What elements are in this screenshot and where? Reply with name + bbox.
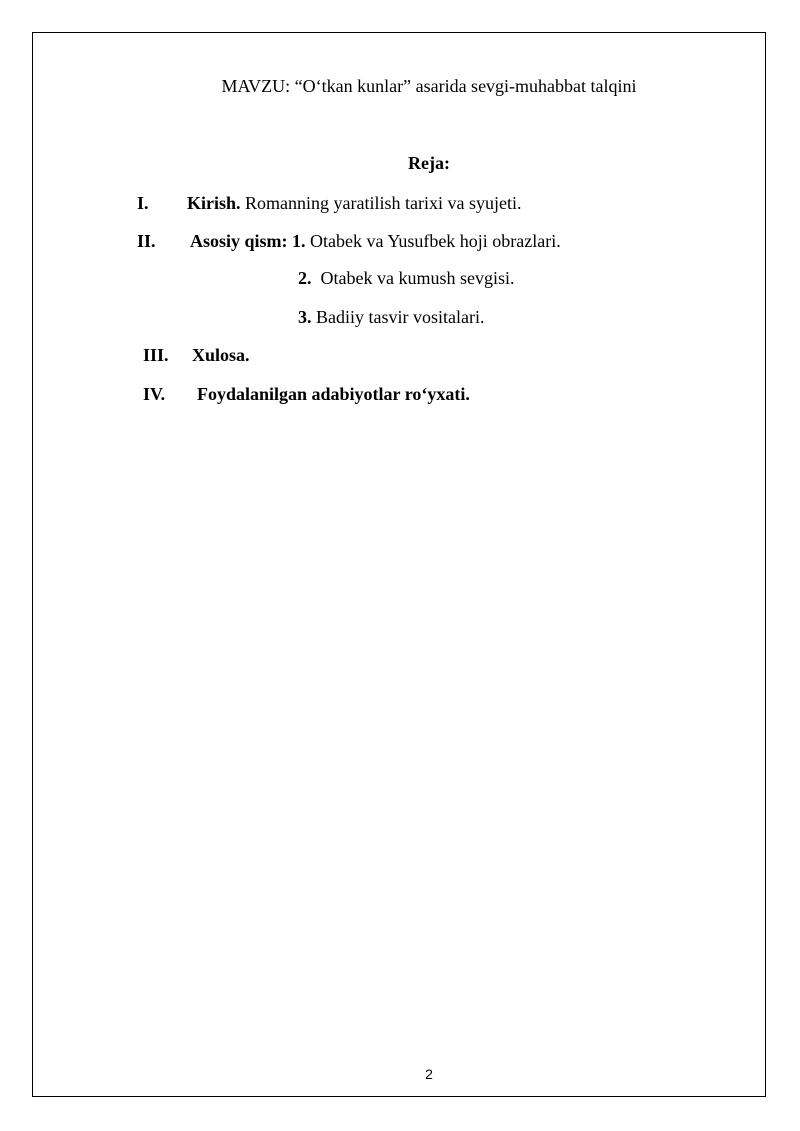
plan-item-3-numeral: III.: [143, 345, 169, 365]
plan-subitem-2-text: Otabek va kumush sevgisi.: [311, 268, 515, 288]
plan-subitem-3-text: Badiiy tasvir vositalari.: [311, 307, 485, 327]
plan-item-3-label: Xulosa.: [192, 345, 250, 365]
plan-item-4-numeral: IV.: [143, 384, 166, 404]
plan-item-3: [192, 345, 250, 366]
document-topic: MAVZU: “O‘tkan kunlar” asarida sevgi-muhabbat talqini: [221, 76, 637, 96]
plan-subitem-3-number: 3.: [298, 307, 312, 327]
plan-subitem-2: [298, 268, 514, 289]
page-border: [32, 32, 766, 1097]
plan-item-2: [190, 231, 561, 252]
plan-item-4-label: Foydalanilgan adabiyotlar ro‘yxati.: [197, 384, 470, 404]
plan-item-1: [187, 193, 521, 214]
plan-subitem-2-number: 2.: [298, 268, 312, 288]
plan-item-1-numeral: I.: [137, 193, 149, 213]
plan-item-1-label: Kirish.: [187, 193, 241, 213]
plan-item-4: [197, 384, 470, 405]
plan-heading: Reja:: [408, 153, 450, 173]
plan-subitem-3: [298, 307, 484, 328]
plan-subitem-1-number: 1.: [292, 231, 306, 251]
plan-subitem-1-text: Otabek va Yusufbek hoji obrazlari.: [305, 231, 561, 251]
page-number: 2: [425, 1066, 433, 1082]
plan-item-2-label: Asosiy qism:: [190, 231, 288, 251]
plan-item-1-text: Romanning yaratilish tarixi va syujeti.: [240, 193, 522, 213]
plan-item-2-numeral: II.: [137, 231, 156, 251]
